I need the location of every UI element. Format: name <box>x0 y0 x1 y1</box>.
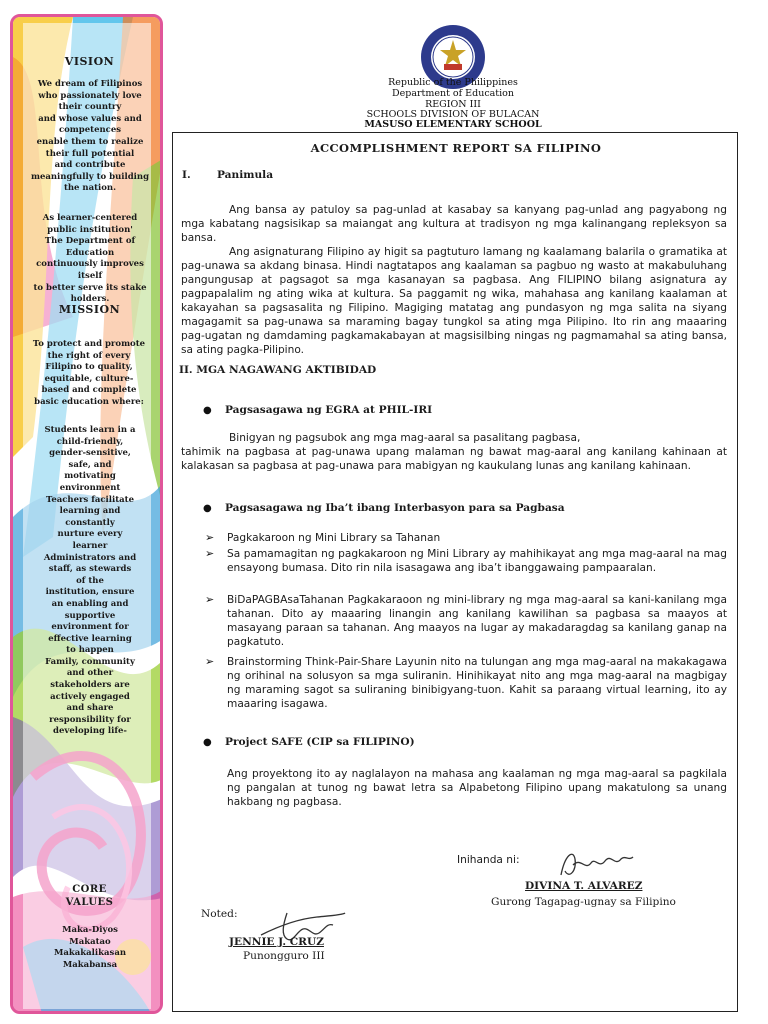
header-department: Department of Education <box>392 88 514 99</box>
report-title: ACCOMPLISHMENT REPORT SA FILIPINO <box>310 141 602 155</box>
mission-lead-text: As learner-centered public institution' The Department of Education continuously improves itself to better serve its stake holders. <box>33 213 147 305</box>
bullet-icon: ● <box>203 405 212 416</box>
section-1-title: Panimula <box>217 169 274 181</box>
section-2-title: II. MGA NAGAWANG AKTIBIDAD <box>179 364 377 376</box>
core-values-title: CORE VALUES <box>65 884 114 908</box>
header-school: MASUSO ELEMENTARY SCHOOL <box>364 119 542 130</box>
arrow-bullet-icon: ➢ <box>205 547 215 560</box>
activity-3-title: Project SAFE (CIP sa FILIPINO) <box>225 736 415 748</box>
bullet-icon: ● <box>203 737 212 748</box>
noted-by-role: Punongguro III <box>243 950 325 962</box>
paragraph-intro-2: Ang asignaturang Filipino ay higit sa pagtuturo lamang ng kaalamang balarila o gramatika at pag-unawa sa akdang binasa. Hindi nagtatapos ang kaalaman sa pagbuo ng wasto at makabuluhang pangungusap at pagsagot sa mga kasanayan sa pagbasa. Ang FILIPINO bilang asignatura ay pagpapalalim ng ating wika at kultura. Sa paggamit ng wika, mahahasa ang kanilang kaalaman at kakayahan sa pagsasalita ng Filipino. Magiging matatag ang pundasyon ng mga salita na siyang magagamit sa pag-unawa sa maraming bagay tungkol sa ating mga Pilipino. Ito rin ang maaaring pag-ugatan ng damdaming pagkamakabayan at magsisilbing ningas ng pagmamahal sa ating bansa, sa ating pagka-Pilipino. <box>181 246 727 356</box>
activity-1-title: Pagsasagawa ng EGRA at PHIL-IRI <box>225 404 433 416</box>
report-box <box>172 132 738 1012</box>
prepared-by-label: Inihanda ni: <box>457 854 520 866</box>
sidebar-panel <box>10 14 163 1014</box>
activity-2-item-2: Sa pamamagitan ng pagkakaroon ng Mini Library ay mahihikayat ang mga mag-aaral na mag ensayong bumasa. Dito rin nila isasagawa ang iba’t ibanggawaing pampaaralan. <box>227 548 727 574</box>
arrow-bullet-icon: ➢ <box>205 531 215 544</box>
activity-2-title: Pagsasagawa ng Iba’t ibang Interbasyon para sa Pagbasa <box>225 502 565 514</box>
vision-text: We dream of Filipinos who passionately love their country and whose values and competences enable them to realize their full potential and contribute meaningfully to building the nation. <box>30 79 150 194</box>
header-region: REGION III <box>425 99 481 110</box>
noted-by-name: JENNIE J. CRUZ <box>229 936 324 948</box>
mission-points: Students learn in a child-friendly, gender-sensitive, safe, and motivating environment Teachers facilitate learning and constantly nurture every learner Administrators and staff, as stewards of the institution, ensure an enabling and supportive environment for effective learning to happen Family, community and other stakeholders are actively engaged and share responsibility for developing life- <box>43 425 137 737</box>
paragraph-intro-1: Ang bansa ay patuloy sa pag-unlad at kasabay sa kanyang pag-unlad ang pagyabong ng mga kabatang nagsisikap sa maiangat ang kultura at tradisyon ng mga kalinangang repleksyon sa bansa. <box>181 204 727 244</box>
activity-2-item-4: Brainstorming Think-Pair-Share Layunin nito na tulungan ang mga mag-aaral na makakagawa ng orihinal na solusyon sa mga suliranin. Hinihikayat nito ang mga mag-aaral na magbigay ng maraming sagot sa suliraning binibigyang-tuon. Kahit sa paraang virtual learning, ito ay maaaring isagawa. <box>227 656 727 710</box>
section-1-number: I. <box>182 169 191 181</box>
prepared-by-name: DIVINA T. ALVAREZ <box>525 880 643 892</box>
activity-2-item-1: Pagkakaroon ng Mini Library sa Tahanan <box>227 532 441 544</box>
mission-text: To protect and promote the right of every Filipino to quality, equitable, culture- based and complete basic education where: <box>32 339 146 407</box>
arrow-bullet-icon: ➢ <box>205 655 215 668</box>
mission-title: MISSION <box>58 303 121 316</box>
header-republic: Republic of the Philippines <box>388 77 518 88</box>
prepared-by-role: Gurong Tagapag-ugnay sa Filipino <box>491 896 676 908</box>
activity-1-lead: Binigyan ng pagsubok ang mga mag-aaral sa pasalitang pagbasa, <box>229 432 581 444</box>
noted-by-label: Noted: <box>201 908 238 920</box>
activity-2-item-3: BiDaPAGBAsaTahanan Pagkakaraoon ng mini-library ng mga mag-aaral sa kani-kanilang mga tahanan. Dito ay maaaring linangin ang kanilang kawilihan sa pagbasa sa maayos at masayang paraan sa tahanan. Ang maayos na lugar ay makadaragdag sa kanilang ganap na pagkatuto. <box>227 594 727 648</box>
activity-3-body: Ang proyektong ito ay naglalayon na mahasa ang kaalaman ng mga mag-aaral sa pagkilala ng pangalan at tunog ng bawat letra sa Alpabetong Filipino upang makatulong sa unang hakbang ng pagbasa. <box>227 768 727 808</box>
arrow-bullet-icon: ➢ <box>205 593 215 606</box>
vision-title: VISION <box>64 55 115 68</box>
activity-1-body: tahimik na pagbasa at pag-unawa upang malaman ng bawat mag-aaral ang kanilang kahinaan at kalakasan sa pagbasa at pag-unawa para mabigyan ng kaukulang lunas ang kanilang kahinaan. <box>181 446 727 472</box>
core-values-list: Maka-Diyos Makatao Makakalikasan Makabansa <box>53 925 127 970</box>
bullet-icon: ● <box>203 503 212 514</box>
header-division: SCHOOLS DIVISION OF BULACAN <box>366 109 540 120</box>
